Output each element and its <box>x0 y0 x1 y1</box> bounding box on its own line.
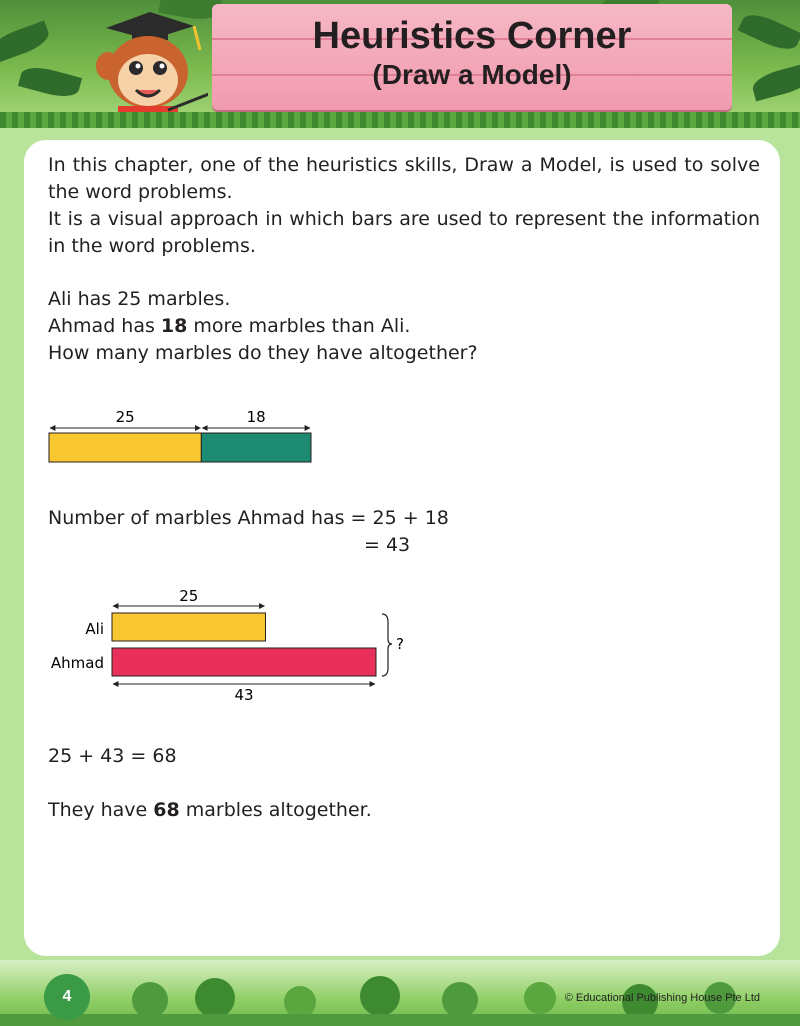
page-number: 4 <box>44 974 90 1020</box>
model1-label-b: 18 <box>246 408 266 426</box>
bar-model-2 <box>44 584 424 704</box>
problem-line-2-post: more marbles than Ali. <box>187 315 411 337</box>
model1-label-a: 25 <box>115 408 135 426</box>
model1-bar-b <box>201 433 311 462</box>
answer-sentence <box>48 797 372 824</box>
problem-line-3: How many marbles do they have altogether? <box>48 342 478 364</box>
model2-bar-ali <box>112 613 265 641</box>
intro-line-2: It is a visual approach in which bars are used to represent the information in the word problems. <box>48 208 760 257</box>
intro-line-1: In this chapter, one of the heuristics skills, Draw a Model, is used to solve the word problems. <box>48 154 760 203</box>
copyright-notice: © Educational Publishing House Pte Ltd <box>564 992 760 1004</box>
answer-pre: They have <box>48 799 154 821</box>
grass-strip <box>0 112 800 128</box>
model2-brace <box>382 614 392 676</box>
model2-row1-label: Ali <box>85 620 104 638</box>
calculation-line-1: Number of marbles Ahmad has = 25 + 18 <box>48 507 449 529</box>
model1-bar-a <box>49 433 201 462</box>
model2-bar-ahmad <box>112 648 376 676</box>
sum-equation: 25 + 43 = 68 <box>48 745 177 767</box>
problem-line-2-pre: Ahmad has <box>48 315 161 337</box>
page-title: Heuristics Corner <box>312 15 632 57</box>
word-problem <box>48 286 760 367</box>
monkey-mascot-icon <box>88 6 208 124</box>
intro-paragraph <box>48 152 760 260</box>
model2-top-label: 25 <box>179 587 199 605</box>
problem-line-2 <box>48 313 760 340</box>
answer-bold: 68 <box>153 799 180 821</box>
calculation-line-2: = 43 <box>364 534 411 556</box>
problem-line-2-bold: 18 <box>160 315 188 337</box>
model2-question: ? <box>396 635 404 653</box>
model2-row2-label: Ahmad <box>50 654 104 672</box>
model2-bottom-label: 43 <box>234 686 254 704</box>
page-subtitle: (Draw a Model) <box>372 59 572 90</box>
answer-post: marbles altogether. <box>179 799 372 821</box>
problem-line-1: Ali has 25 marbles. <box>48 288 231 310</box>
bar-model-1 <box>48 404 314 466</box>
